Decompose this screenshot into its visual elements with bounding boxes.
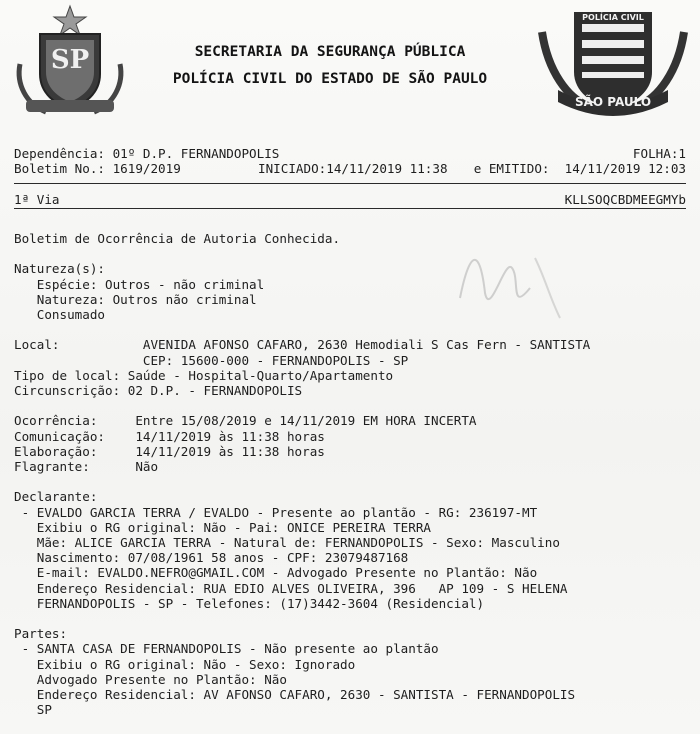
body-line: Boletim de Ocorrência de Autoria Conhecida.: [14, 231, 341, 246]
body-line: Flagrante: Não: [14, 459, 159, 474]
seal-left-label: SP: [50, 45, 90, 75]
body-line: CEP: 15600-000 - FERNANDOPOLIS - SP: [14, 352, 409, 368]
body-line: Nascimento: 07/08/1961 58 anos - CPF: 23079487168: [14, 550, 409, 566]
handwritten-mark: [450, 238, 570, 328]
body-line: - EVALDO GARCIA TERRA / EVALDO - Presente ao plantão - RG: 236197-MT: [14, 504, 538, 520]
body-line: Espécie: Outros - não criminal: [14, 276, 265, 292]
body-line: Tipo de local: Saúde - Hospital-Quarto/Apartamento: [14, 367, 394, 383]
seal-right-top-label: POLÍCIA CIVIL: [582, 13, 644, 22]
body-line: Mãe: ALICE GARCIA TERRA - Natural de: FERNANDOPOLIS - Sexo: Masculino: [14, 535, 560, 550]
body-line: Partes:: [14, 626, 68, 642]
body-line: Exibiu o RG original: Não - Sexo: Ignorado: [14, 656, 356, 672]
body-line: Advogado Presente no Plantão: Não: [14, 671, 287, 687]
body-line: Ocorrência: Entre 15/08/2019 e 14/11/2019 EM HORA INCERTA: [14, 413, 477, 429]
policia-civil-badge: [538, 2, 688, 118]
state-coat-of-arms-seal: [12, 4, 128, 122]
boletim-number: Boletim No.: 1619/2019: [14, 161, 181, 176]
body-line: FERNANDOPOLIS - SP - Telefones: (17)3442-3604 (Residencial): [14, 595, 485, 611]
document-title-line1: SECRETARIA DA SEGURANÇA PÚBLICA: [194, 44, 466, 60]
body-line: Endereço Residencial: RUA EDIO ALVES OLIVEIRA, 396 AP 109 - S HELENA: [14, 580, 568, 596]
body-line: Declarante:: [14, 489, 98, 505]
body-line: Local: AVENIDA AFONSO CAFARO, 2630 Hemodiali S Cas Fern - SANTISTA: [14, 337, 591, 353]
via-label: 1ª Via: [14, 192, 60, 207]
divider-bottom: [14, 208, 686, 209]
body-line: Endereço Residencial: AV AFONSO CAFARO, 2630 - SANTISTA - FERNANDOPOLIS: [14, 687, 576, 702]
body-line: Natureza: Outros não criminal: [14, 291, 257, 307]
body-line: Elaboração: 14/11/2019 às 11:38 horas: [14, 443, 325, 459]
verification-code: KLLSOQCBDMEEGMYb: [564, 192, 686, 207]
document-title-line2: POLÍCIA CIVIL DO ESTADO DE SÃO PAULO: [172, 71, 488, 87]
iniciado-timestamp: INICIADO:14/11/2019 11:38: [258, 161, 448, 176]
body-line: - SANTA CASA DE FERNANDOPOLIS - Não presente ao plantão: [14, 641, 439, 657]
body-line: Circunscrição: 02 D.P. - FERNANDOPOLIS: [14, 383, 303, 398]
emitido-timestamp: e EMITIDO: 14/11/2019 12:03: [473, 161, 686, 176]
divider-top: [14, 183, 686, 184]
body-line: E-mail: EVALDO.NEFRO@GMAIL.COM - Advogado Presente no Plantão: Não: [14, 565, 538, 581]
dependencia-line: Dependência: 01º D.P. FERNANDOPOLIS: [14, 146, 280, 161]
body-line: Natureza(s):: [14, 261, 105, 277]
body-line: Consumado: [14, 307, 105, 322]
bleed-through-mark: [300, 270, 308, 300]
body-line: Exibiu o RG original: Não - Pai: ONICE PEREIRA TERRA: [14, 519, 432, 535]
body-line: Comunicação: 14/11/2019 às 11:38 horas: [14, 428, 325, 444]
seal-right-bottom-label: SÃO PAULO: [574, 95, 652, 109]
folha-label: FOLHA:1: [632, 146, 686, 161]
body-line: SP: [14, 702, 52, 718]
